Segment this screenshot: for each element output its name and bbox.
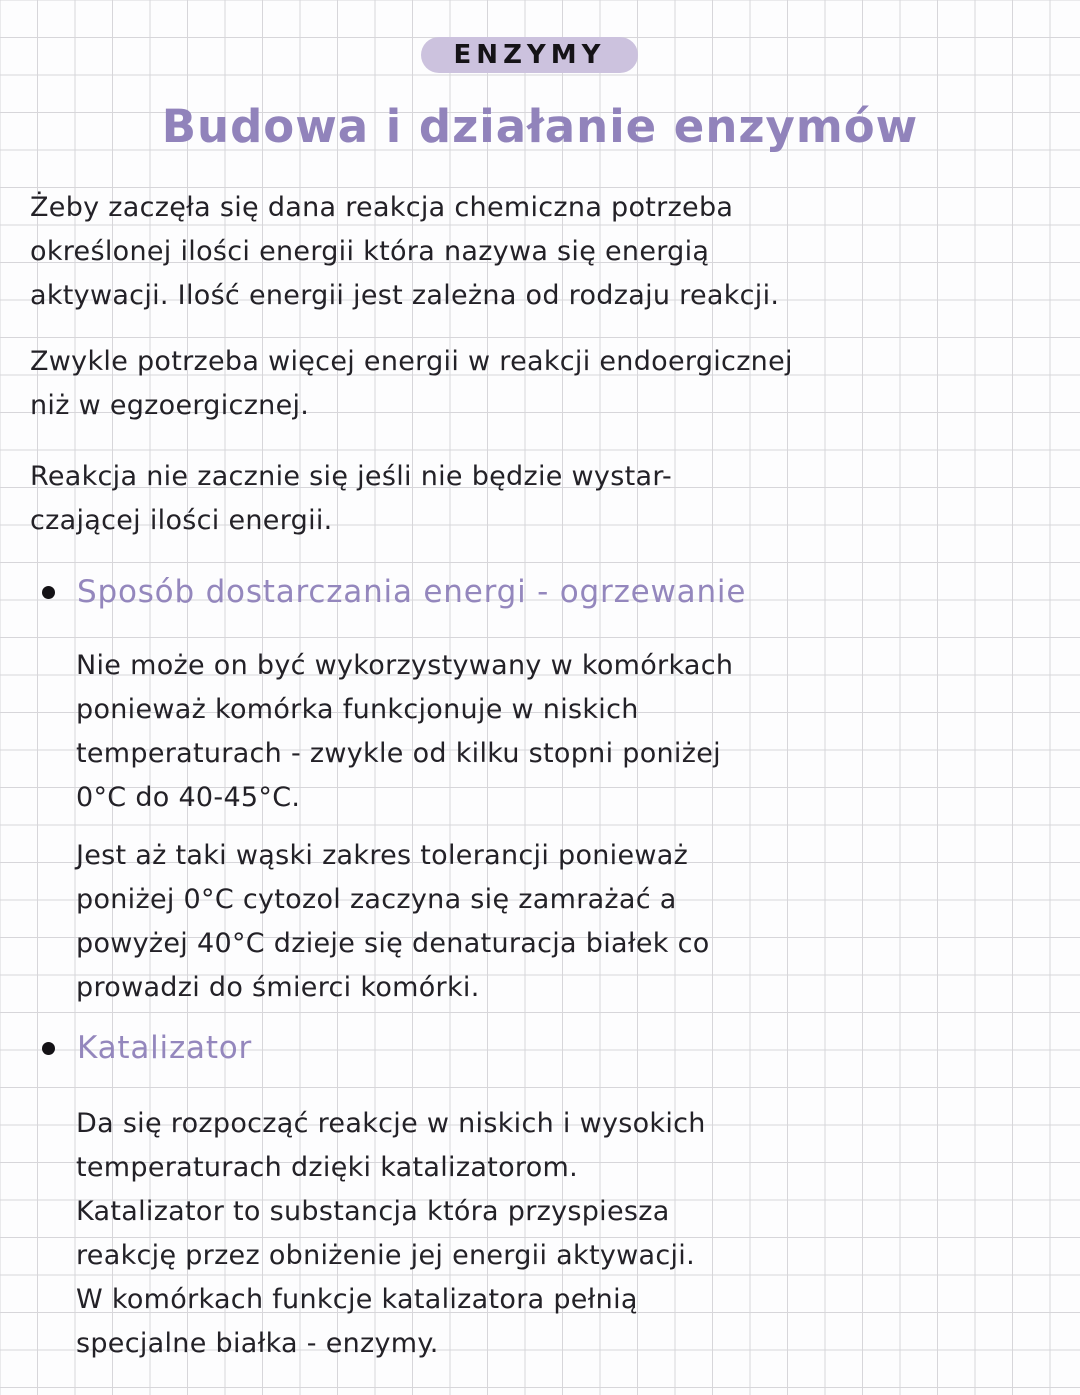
text-line: 0°C do 40-45°C. bbox=[76, 782, 301, 813]
text-line: Zwykle potrzeba więcej energii w reakcji endoergicznej bbox=[30, 346, 793, 377]
paragraph-endoergic bbox=[30, 340, 793, 428]
text-line: reakcję przez obniżenie jej energii aktywacji. bbox=[76, 1240, 695, 1271]
text-line: Nie może on być wykorzystywany w komórkach bbox=[76, 650, 734, 681]
bullet-dot-icon bbox=[42, 586, 55, 599]
text-line: niż w egzoergicznej. bbox=[30, 390, 310, 421]
text-line: Jest aż taki wąski zakres tolerancji ponieważ bbox=[76, 840, 689, 871]
text-line: prowadzi do śmierci komórki. bbox=[76, 972, 480, 1003]
text-line: W komórkach funkcje katalizatora pełnią bbox=[76, 1284, 638, 1315]
paragraph-reaction-start bbox=[30, 455, 672, 543]
paragraph-intro-energy bbox=[30, 186, 779, 318]
paragraph-catalyst bbox=[76, 1102, 706, 1366]
text-line: Katalizator to substancja która przyspiesza bbox=[76, 1196, 670, 1227]
text-line: poniżej 0°C cytozol zaczyna się zamrażać a bbox=[76, 884, 677, 915]
bullet-heading-label: Katalizator bbox=[77, 1030, 253, 1066]
text-line: specjalne białka - enzymy. bbox=[76, 1328, 439, 1359]
bullet-heading-heating bbox=[42, 572, 746, 612]
text-line: aktywacji. Ilość energii jest zależna od rodzaju reakcji. bbox=[30, 280, 780, 311]
text-line: temperaturach - zwykle od kilku stopni poniżej bbox=[76, 738, 721, 769]
topic-badge bbox=[421, 37, 638, 73]
text-line: Da się rozpocząć reakcje w niskich i wysokich bbox=[76, 1108, 706, 1139]
paragraph-heating-limits bbox=[76, 644, 733, 820]
text-line: ponieważ komórka funkcjonuje w niskich bbox=[76, 694, 639, 725]
bullet-heading-label: Sposób dostarczania energi - ogrzewanie bbox=[77, 574, 747, 610]
bullet-dot-icon bbox=[42, 1042, 55, 1055]
paragraph-tolerance-range bbox=[76, 834, 710, 1010]
text-line: powyżej 40°C dzieje się denaturacja białek co bbox=[76, 928, 710, 959]
text-line: czającej ilości energii. bbox=[30, 505, 333, 536]
bullet-heading-catalyst bbox=[42, 1028, 252, 1068]
page-title: Budowa i działanie enzymów bbox=[161, 100, 919, 153]
text-line: Żeby zaczęła się dana reakcja chemiczna potrzeba bbox=[30, 192, 734, 223]
text-line: określonej ilości energii która nazywa się energią bbox=[30, 236, 710, 267]
text-line: temperaturach dzięki katalizatorom. bbox=[76, 1152, 578, 1183]
text-line: Reakcja nie zacznie się jeśli nie będzie wystar- bbox=[30, 461, 673, 492]
topic-badge-label: ENZYMY bbox=[453, 40, 606, 70]
